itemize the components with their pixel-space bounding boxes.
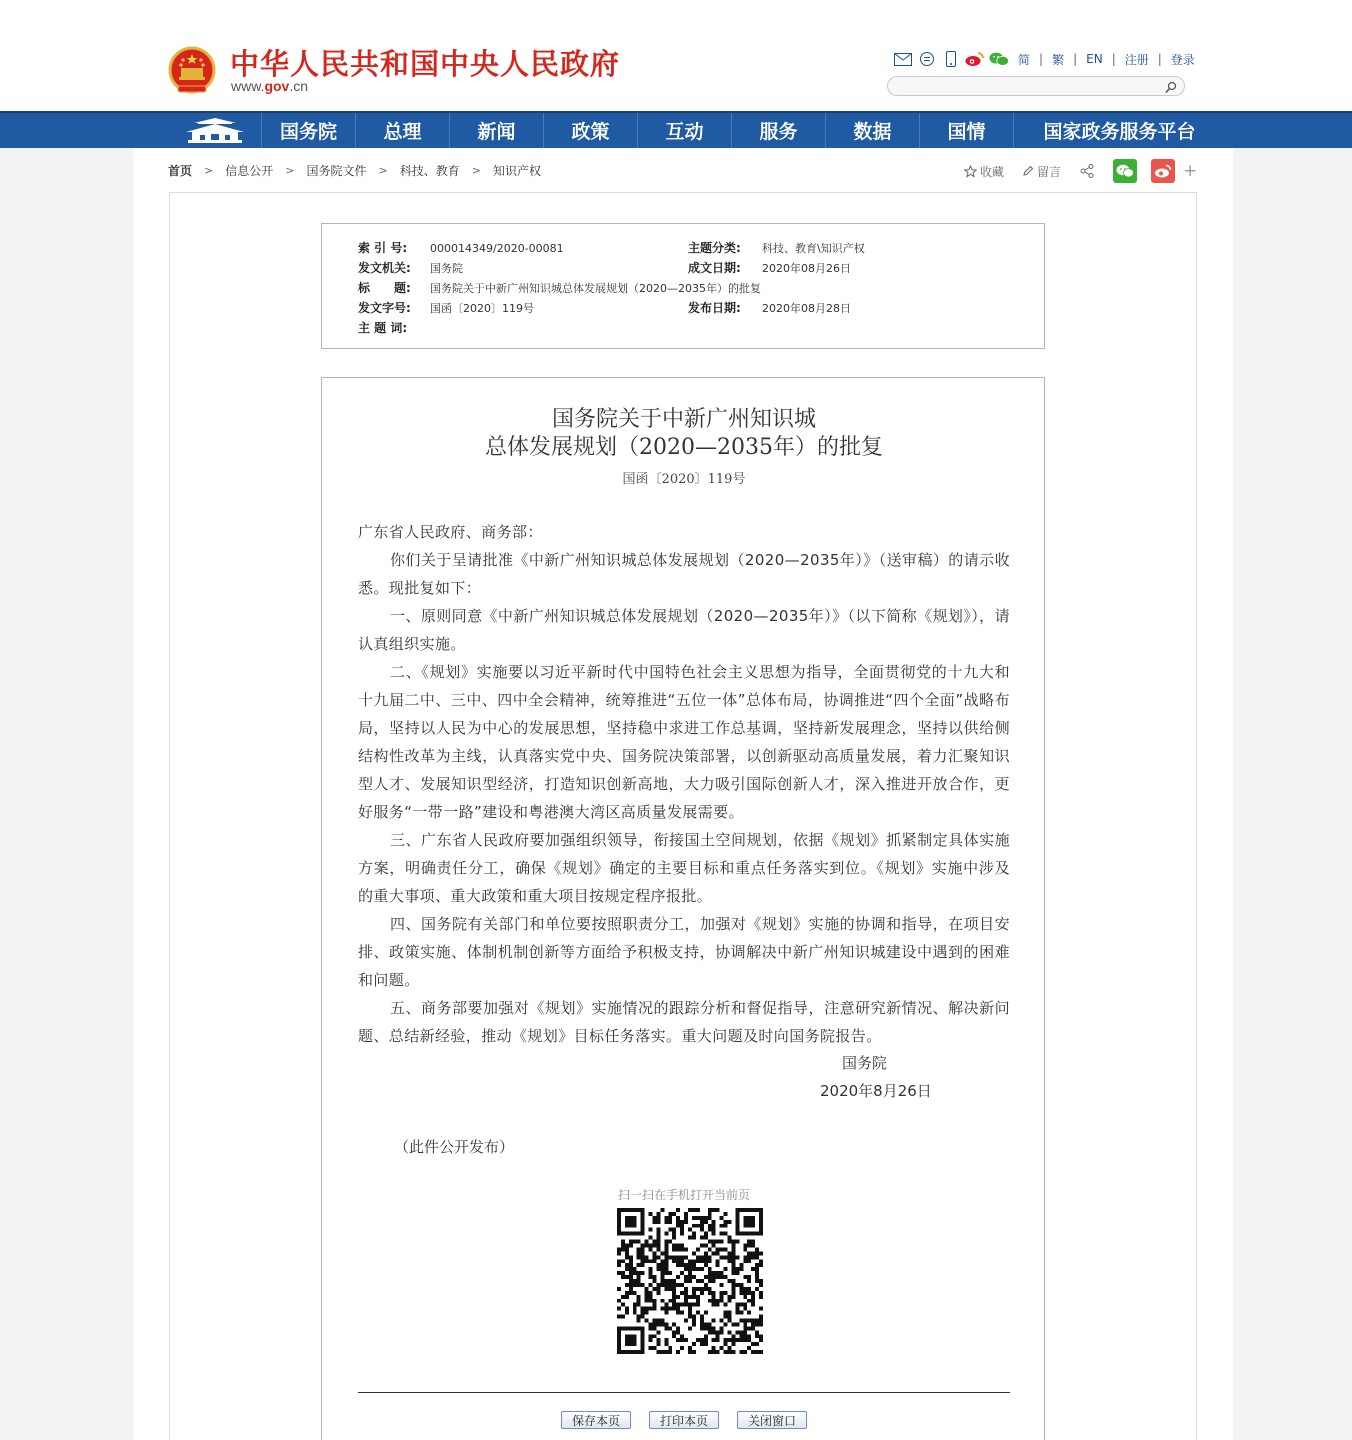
site-url[interactable] (231, 78, 308, 94)
meta-published-label: 发布日期: (688, 301, 741, 315)
nav-item-national-conditions[interactable]: 国情 (920, 113, 1014, 148)
separator: | (1111, 52, 1116, 66)
meta-index-row (358, 239, 564, 256)
site-title[interactable]: 中华人民共和国中央人民政府 (230, 47, 621, 81)
site-header (0, 0, 1352, 111)
mobile-phone-icon[interactable] (941, 50, 961, 68)
publication-note: （此件公开发布） (394, 1138, 515, 1156)
document-text (358, 518, 1010, 1050)
breadcrumb (168, 162, 541, 178)
document-paragraph: 三、广东省人民政府要加强组织领导，衔接国土空间规划，依据《规划》抓紧制定具体实施方案，明确责任分工，确保《规划》确定的主要目标和重点任务落实到位。《规划》实施中涉及的重大事项、重大政策和重大项目按规定程序报批。 (358, 831, 1010, 905)
register-link[interactable]: 注册 (1124, 52, 1149, 67)
share-bar (964, 159, 1197, 183)
qr-caption: 扫一扫在手机打开当前页 (617, 1188, 750, 1202)
document-addressee: 广东省人民政府、商务部： (358, 523, 543, 541)
meta-issuer-value: 国务院 (430, 262, 463, 275)
english-link[interactable]: EN (1086, 52, 1103, 66)
document-signature: 国务院 (842, 1054, 888, 1072)
simplified-chinese-link[interactable]: 简 (1018, 52, 1031, 67)
meta-topic-label: 主题分类: (688, 241, 741, 255)
meta-written-value: 2020年08月26日 (762, 262, 851, 275)
print-page-button[interactable]: 打印本页 (649, 1411, 719, 1429)
meta-published-row (688, 299, 851, 316)
breadcrumb-state-council-docs[interactable]: 国务院文件 (306, 163, 367, 178)
breadcrumb-info-disclosure[interactable]: 信息公开 (225, 163, 274, 178)
site-url-prefix: www. (231, 78, 265, 94)
meta-title-label: 标 题: (358, 281, 411, 295)
page-actions (322, 1411, 1046, 1429)
nav-item-news[interactable]: 新闻 (450, 113, 544, 148)
meta-docno-label: 发文字号: (358, 301, 411, 315)
document-paragraph: 四、国务院有关部门和单位要按照职责分工，加强对《规划》实施的协调和指导，在项目安排、政策实施、体制机制创新等方面给予积极支持，协调解决中新广州知识城建设中遇到的困难和问题。 (358, 915, 1010, 989)
meta-docno-value: 国函〔2020〕119号 (430, 302, 534, 315)
star-icon (964, 165, 977, 178)
top-tools (893, 49, 1200, 69)
chevron-right-icon: > (285, 163, 295, 177)
mail-icon[interactable] (893, 50, 913, 68)
nav-item-interaction[interactable]: 互动 (638, 113, 732, 148)
tiananmen-icon[interactable] (168, 113, 262, 148)
favorite-label: 收藏 (980, 164, 1005, 179)
document-title-line2: 总体发展规划（2020—2035年）的批复 (485, 435, 883, 460)
weibo-share-icon[interactable] (1151, 159, 1175, 183)
traditional-chinese-link[interactable]: 繁 (1052, 52, 1065, 67)
comment-label: 留言 (1037, 164, 1062, 179)
wechat-icon[interactable] (989, 50, 1009, 68)
close-window-button[interactable]: 关闭窗口 (737, 1411, 807, 1429)
document-paragraph: 你们关于呈请批准《中新广州知识城总体发展规划（2020—2035年）》（送审稿）的请示收悉。现批复如下： (358, 551, 1010, 597)
meta-index-label: 索 引 号: (358, 241, 408, 255)
wechat-share-icon[interactable] (1113, 159, 1137, 183)
chevron-right-icon: > (471, 163, 481, 177)
meta-issuer-label: 发文机关: (358, 261, 411, 275)
meta-title-value: 国务院关于中新广州知识城总体发展规划（2020—2035年）的批复 (430, 282, 761, 295)
document-body (321, 377, 1045, 1440)
document-paragraph: 一、原则同意《中新广州知识城总体发展规划（2020—2035年）》（以下简称《规划》），请认真组织实施。 (358, 607, 1010, 653)
document-number: 国函〔2020〕119号 (622, 472, 746, 487)
meta-keywords-row (358, 319, 430, 336)
favorite-button[interactable] (964, 163, 1004, 180)
document-title-line1: 国务院关于中新广州知识城 (551, 407, 816, 432)
login-link[interactable]: 登录 (1170, 52, 1195, 67)
site-url-gov: gov (264, 78, 290, 94)
breadcrumb-sci-edu[interactable]: 科技、教育 (399, 163, 460, 178)
nav-item-services[interactable]: 服务 (732, 113, 826, 148)
comment-button[interactable] (1022, 163, 1061, 180)
nav-item-gov-service-platform[interactable]: 国家政务服务平台 (1043, 121, 1196, 143)
national-emblem-icon[interactable] (168, 46, 216, 96)
meta-written-row (688, 259, 851, 276)
search-input[interactable] (898, 79, 1162, 95)
chevron-right-icon: > (378, 163, 388, 177)
save-page-button[interactable]: 保存本页 (561, 1411, 631, 1429)
meta-issuer-row (358, 259, 463, 276)
nav-item-premier[interactable]: 总理 (356, 113, 450, 148)
pencil-icon (1022, 165, 1034, 177)
nav-item-data[interactable]: 数据 (826, 113, 920, 148)
document-meta-table (321, 223, 1045, 349)
meta-keywords-label: 主 题 词: (358, 321, 408, 335)
document-paragraph: 二、《规划》实施要以习近平新时代中国特色社会主义思想为指导，全面贯彻党的十九大和十九届二中、三中、四中全会精神，统筹推进“五位一体”总体布局，协调推进“四个全面”战略布局，坚持以人民为中心的发展思想，坚持稳中求进工作总基调，坚持新发展理念，坚持以供给侧结构性改革为主线，认真落实党中央、国务院决策部署，以创新驱动高质量发展，着力汇聚知识型人才、发展知识型经济，打造知识创新高地，大力吸引国际创新人才，深入推进开放合作，更好服务“一带一路”建设和粤港澳大湾区高质量发展需要。 (358, 663, 1010, 821)
separator: | (1073, 52, 1078, 66)
meta-published-value: 2020年08月28日 (762, 302, 851, 315)
document-title (322, 406, 1046, 462)
breadcrumb-ip[interactable]: 知识产权 (492, 163, 541, 178)
main-nav (0, 111, 1352, 148)
separator: | (1039, 52, 1044, 66)
meta-title-row (358, 279, 761, 296)
comment-bubble-icon[interactable] (917, 50, 937, 68)
search-icon[interactable] (1165, 79, 1177, 98)
share-icon[interactable] (1079, 163, 1095, 179)
nav-item-policy[interactable]: 政策 (544, 113, 638, 148)
more-share-icon[interactable]: + (1183, 161, 1198, 181)
meta-docno-row (358, 299, 534, 316)
site-url-suffix: .cn (289, 78, 309, 94)
nav-item-state-council[interactable]: 国务院 (262, 113, 356, 148)
breadcrumb-home[interactable]: 首页 (168, 163, 193, 178)
meta-index-value: 000014349/2020-00081 (430, 242, 564, 255)
document-paragraph: 五、商务部要加强对《规划》实施情况的跟踪分析和督促指导，注意研究新情况、解决新问题、总结新经验，推动《规划》目标任务落实。重大问题及时向国务院报告。 (358, 999, 1010, 1045)
separator: | (1157, 52, 1162, 66)
meta-topic-value: 科技、教育\知识产权 (762, 242, 865, 255)
search-box (887, 76, 1185, 96)
meta-written-label: 成文日期: (688, 261, 741, 275)
document-date: 2020年8月26日 (820, 1082, 932, 1100)
qr-code-icon (617, 1208, 763, 1354)
chevron-right-icon: > (204, 163, 214, 177)
meta-topic-row (688, 239, 865, 256)
divider (358, 1392, 1010, 1393)
weibo-icon[interactable] (965, 50, 985, 68)
